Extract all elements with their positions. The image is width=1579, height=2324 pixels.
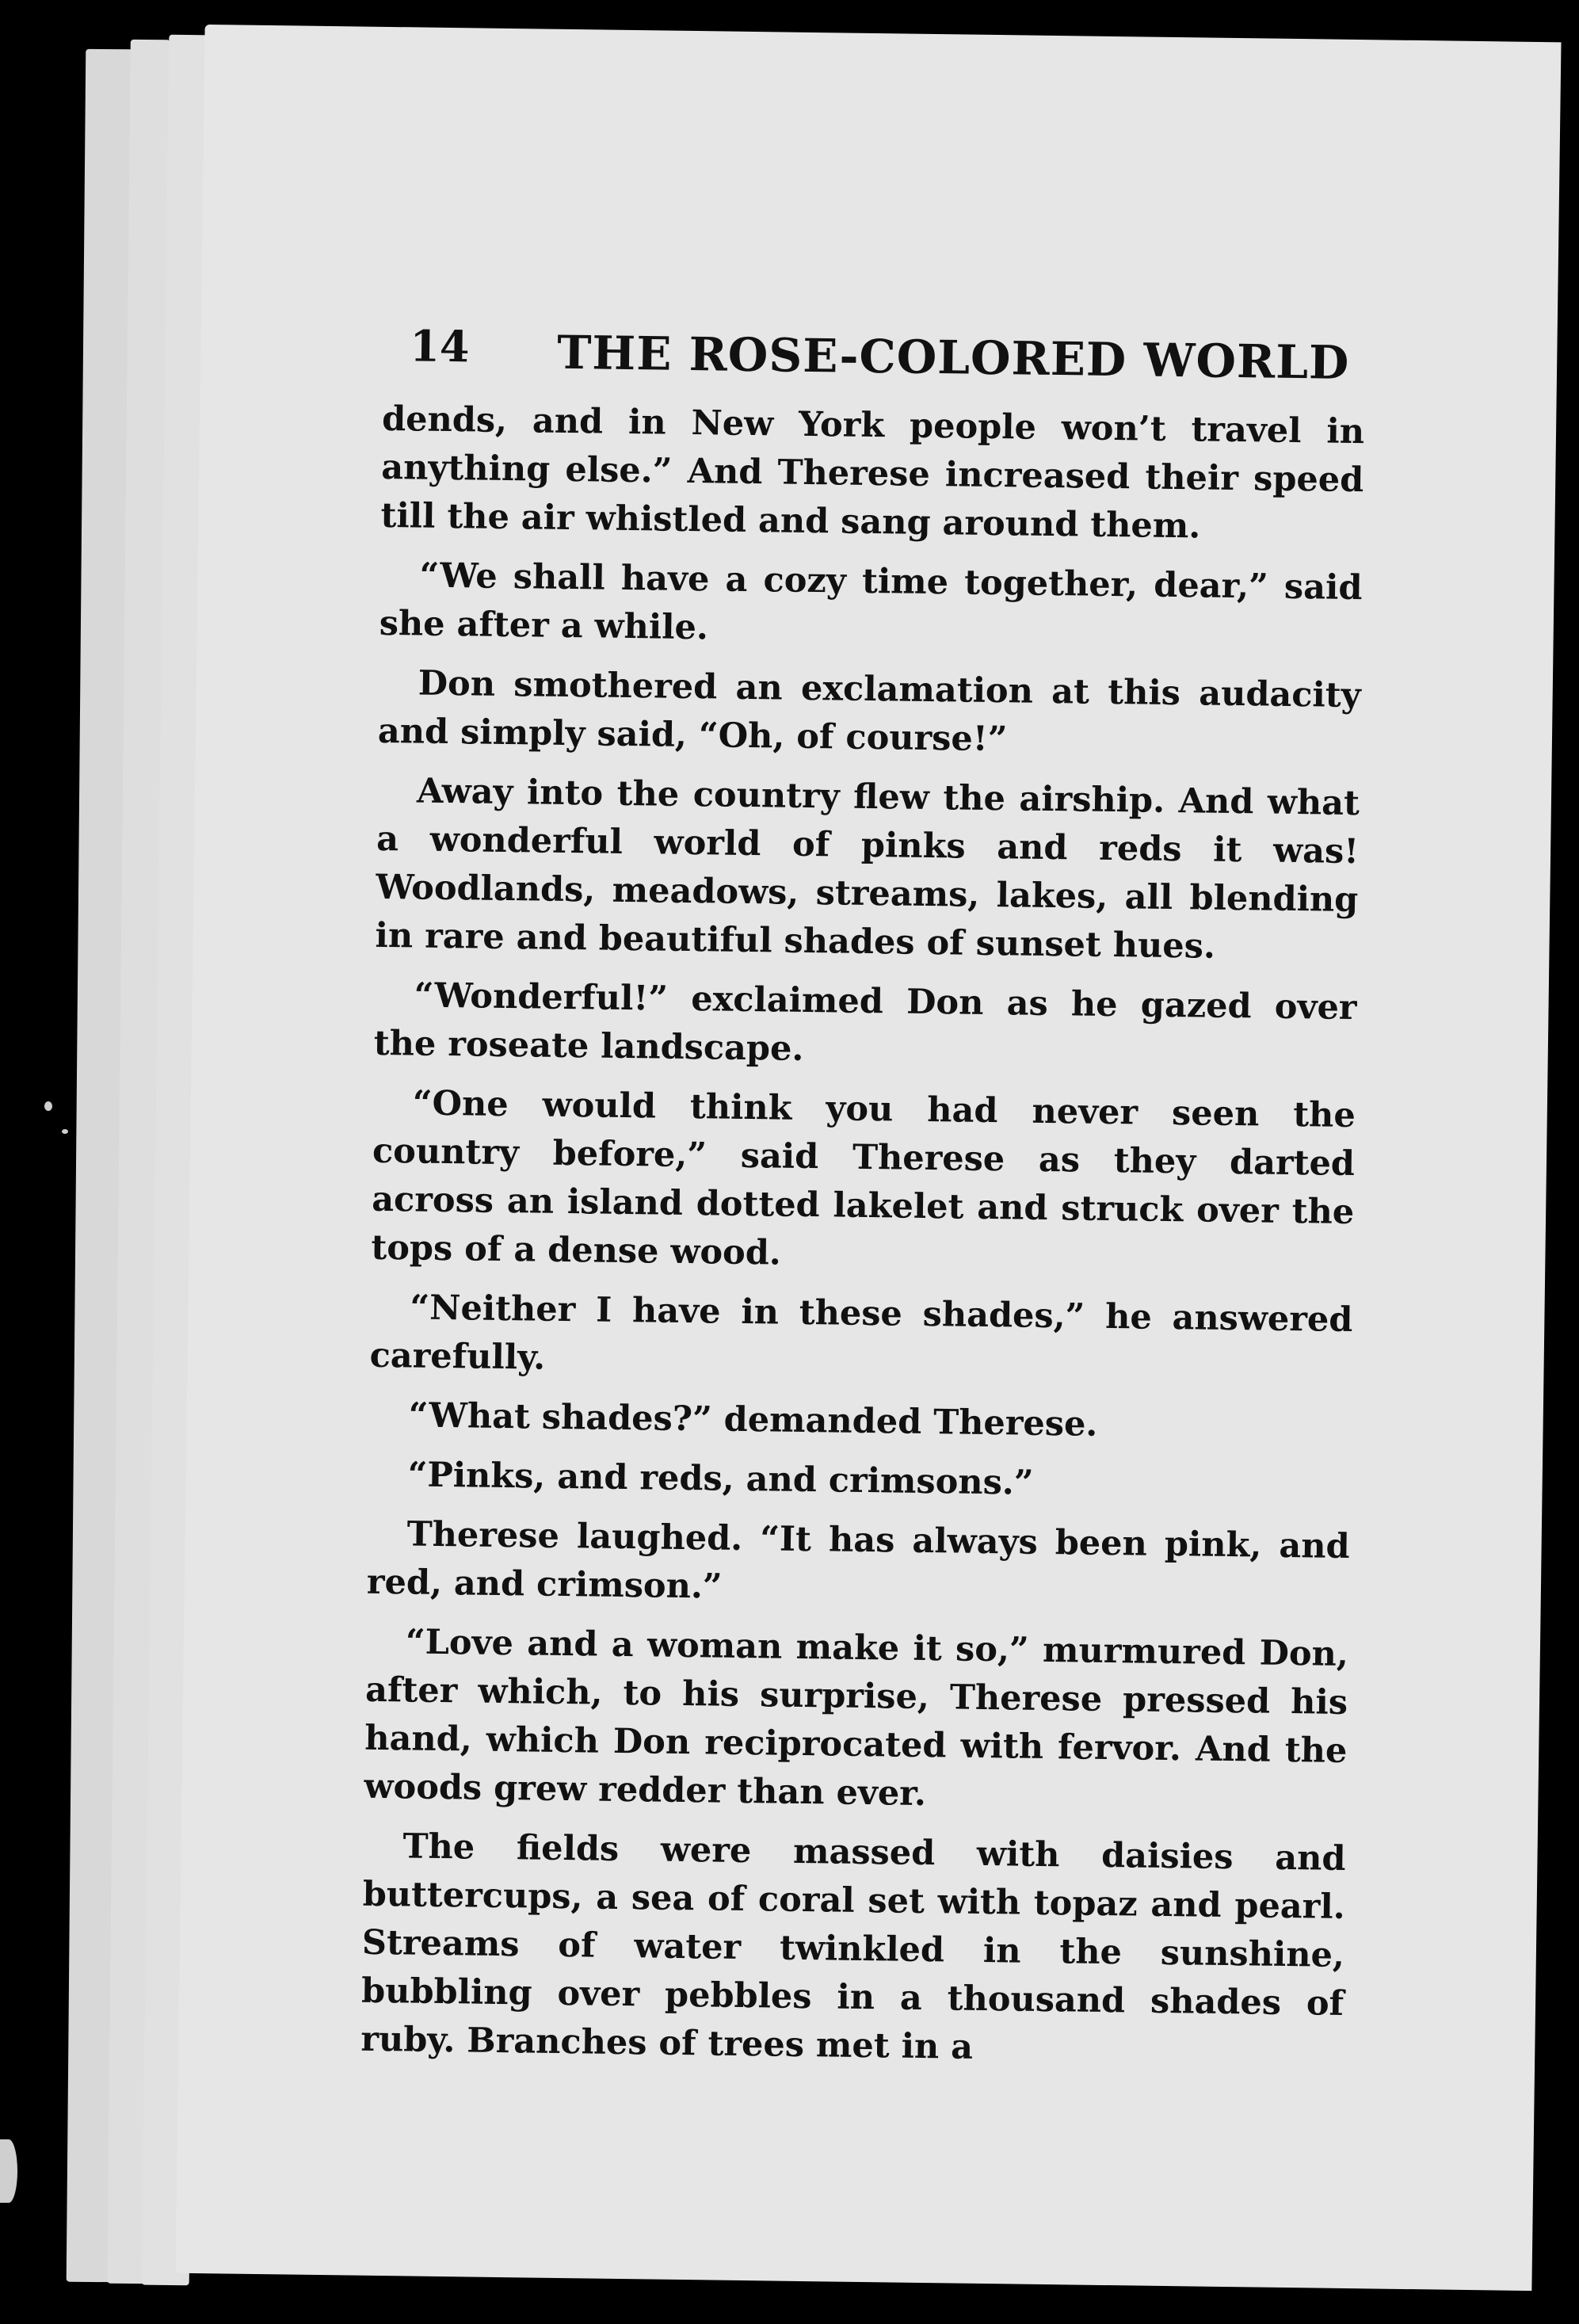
page-number: 14: [409, 320, 470, 372]
paragraph: dends, and in New York people won’t travel in anything else.” And Therese increased their speed till the air whistled and sang around them.: [380, 399, 1365, 547]
scan-speck: [44, 1101, 52, 1111]
paragraph: “Pinks, and reds, and crimsons.”: [407, 1455, 1034, 1503]
paragraph: Don smothered an exclamation at this audacity and simply said, “Oh, of course!”: [377, 663, 1362, 760]
paragraph: The fields were massed with daisies and buttercups, a sea of coral set with topaz and pearl. Streams of water twinkled in the sunshine, bubbling over pebbles in a thousand shades of ruby. Branches of trees met in a: [360, 1826, 1346, 2067]
paragraph: “Neither I have in these shades,” he answered carefully.: [369, 1288, 1353, 1378]
running-title: THE ROSE-COLORED WORLD: [556, 325, 1350, 390]
scan-speck: [0, 2139, 17, 2203]
paragraph: “Wonderful!” exclaimed Don as he gazed over the roseate landscape.: [373, 975, 1357, 1069]
page-text: [360, 395, 1365, 2088]
paragraph: “One would think you had never seen the country before,” said Therese as they darted across an island dotted lakelet and struck over the tops of a dense wood.: [371, 1083, 1356, 1273]
running-head: [410, 288, 1440, 397]
paragraph: “We shall have a cozy time together, dear,” said she after a while.: [379, 555, 1363, 648]
scan-speck: [62, 1129, 68, 1134]
book-page: [175, 25, 1561, 2291]
paragraph: Away into the country flew the airship. And what a wonderful world of pinks and reds it was! Woodlands, meadows, streams, lakes, all blending in rare and beautiful shades of sunset hues.: [375, 771, 1360, 967]
paragraph: Therese laughed. “It has always been pink, and red, and crimson.”: [366, 1514, 1350, 1607]
paragraph: “What shades?” demanded Therese.: [408, 1395, 1098, 1444]
paragraph: “Love and a woman make it so,” murmured Don, after which, to his surprise, Therese pressed his hand, which Don reciprocated with fervor. And the woods grew redder than ever.: [364, 1622, 1349, 1815]
